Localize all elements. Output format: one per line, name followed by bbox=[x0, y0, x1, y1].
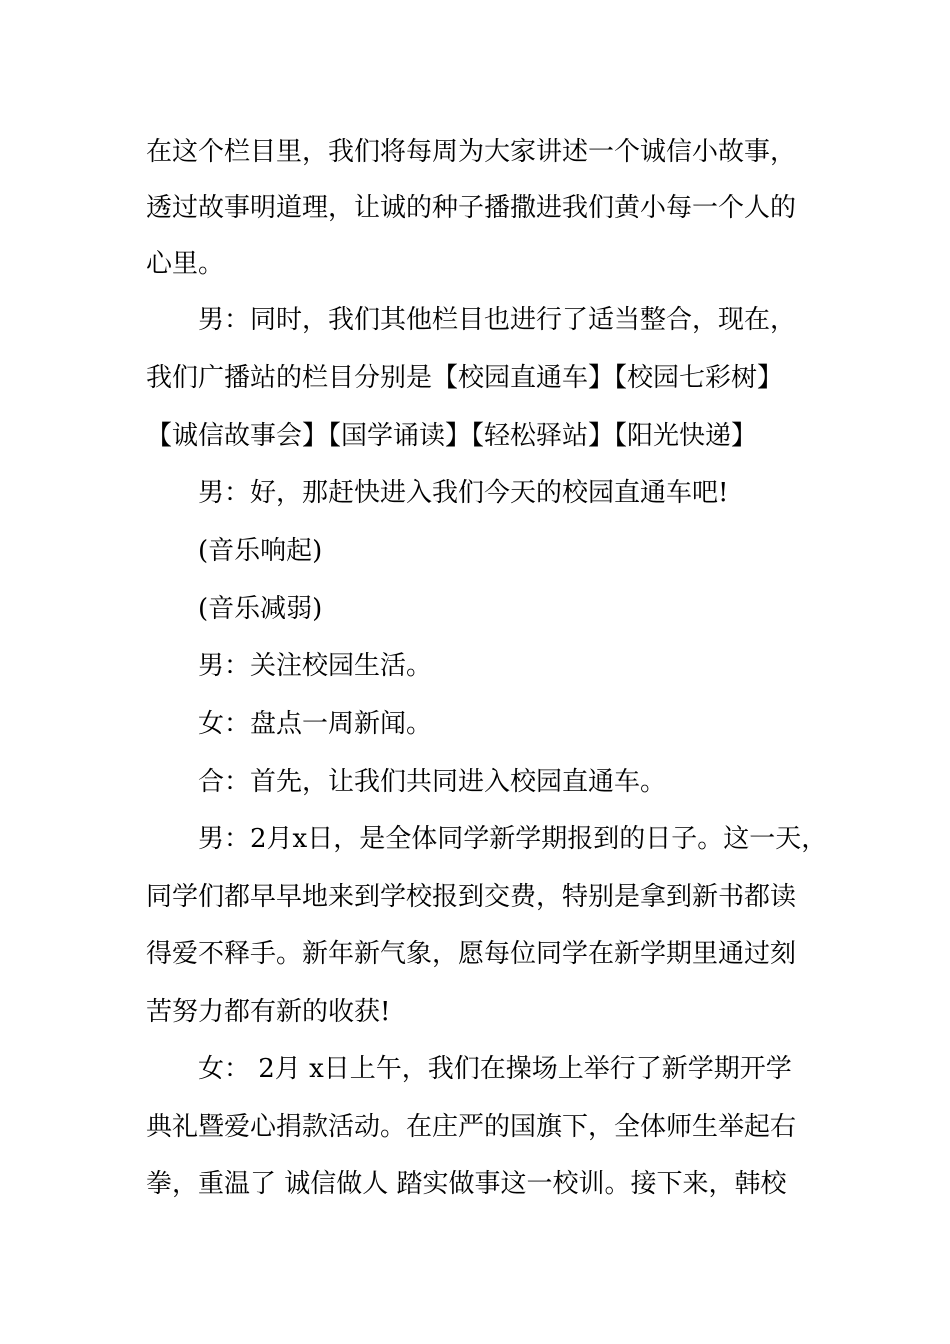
paragraph-line: 男：2月x日，是全体同学新学期报到的日子。这一天， bbox=[198, 824, 828, 854]
paragraph-line: 女：盘点一周新闻。 bbox=[198, 709, 433, 739]
paragraph-line: 同学们都早早地来到学校报到交费，特别是拿到新书都读 bbox=[146, 882, 797, 912]
paragraph-line: 女： 2月 x日上午，我们在操场上举行了新学期开学 bbox=[198, 1054, 792, 1084]
paragraph-line: 得爱不释手。新年新气象，愿每位同学在新学期里通过刻 bbox=[146, 939, 797, 969]
paragraph-line: 我们广播站的栏目分别是【校园直通车】【校园七彩树】 bbox=[146, 363, 784, 393]
paragraph-line: 拳，重温了 诚信做人 踏实做事这一校训。接下来，韩校 bbox=[146, 1169, 787, 1199]
paragraph-line: (音乐响起) bbox=[198, 536, 323, 566]
paragraph-line: 透过故事明道理，让诚的种子播撒进我们黄小每一个人的 bbox=[146, 193, 797, 223]
paragraph-line: 苦努力都有新的收获! bbox=[146, 997, 391, 1027]
paragraph-line: 男：同时，我们其他栏目也进行了适当整合，现在， bbox=[198, 305, 797, 335]
paragraph-line: 男：好，那赶快进入我们今天的校园直通车吧! bbox=[198, 478, 729, 508]
paragraph-line: 合：首先，让我们共同进入校园直通车。 bbox=[198, 767, 667, 797]
paragraph-line: 典礼暨爱心捐款活动。在庄严的国旗下，全体师生举起右 bbox=[146, 1112, 797, 1142]
paragraph-line: (音乐减弱) bbox=[198, 594, 323, 624]
paragraph-line: 男：关注校园生活。 bbox=[198, 651, 433, 681]
paragraph-line: 【诚信故事会】【国学诵读】【轻松驿站】【阳光快递】 bbox=[146, 421, 758, 451]
paragraph-line: 在这个栏目里，我们将每周为大家讲述一个诚信小故事， bbox=[146, 137, 797, 167]
paragraph-line: 心里。 bbox=[146, 249, 225, 279]
